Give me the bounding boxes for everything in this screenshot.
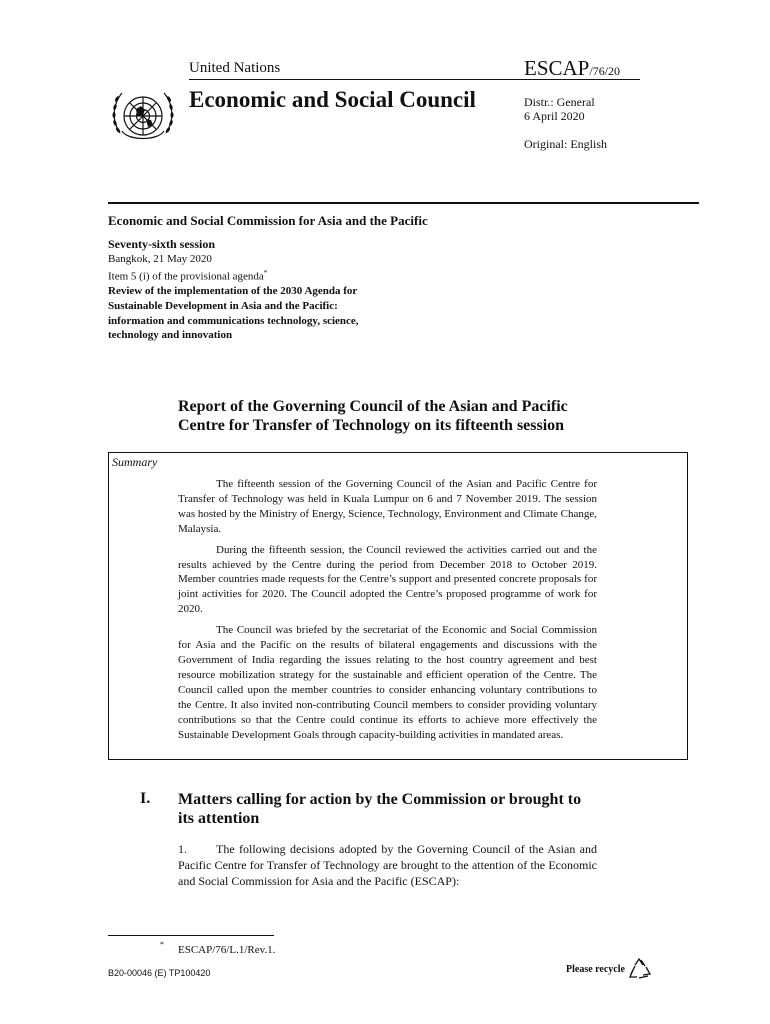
paragraph-number: 1. xyxy=(178,842,187,856)
paragraph-1 xyxy=(178,842,597,889)
recycle-label: Please recycle xyxy=(566,964,625,975)
document-date: 6 April 2020 xyxy=(524,109,585,123)
original-language: Original: English xyxy=(524,137,607,151)
session-title: Seventy-sixth session xyxy=(108,237,216,251)
document-symbol: ESCAP/76/20 xyxy=(524,56,621,80)
distribution-block xyxy=(524,95,595,123)
recycle-icon xyxy=(626,957,654,981)
organization-name: United Nations xyxy=(189,60,281,76)
summary-text xyxy=(178,477,597,748)
summary-paragraph: During the fifteenth session, the Council reviewed the activities carried out and the results achieved by the Centre during the period from December 2018 to October 2019. Member countries made requests for the Centre’s support and presented concrete proposals for joint activities for 2020. The Council adopted the Centre’s proposed programme of work for 2020. xyxy=(178,543,597,616)
session-info xyxy=(108,237,408,343)
distribution: Distr.: General xyxy=(524,95,595,109)
section-divider xyxy=(108,202,699,204)
agenda-title-line: Review of the implementation of the 2030 Agenda for xyxy=(108,285,358,298)
section-number: I. xyxy=(140,790,151,807)
section-title xyxy=(178,790,608,828)
agenda-item: Item 5 (i) of the provisional agenda* xyxy=(108,269,268,283)
agenda-title-line: information and communications technology, science, xyxy=(108,314,359,327)
council-title: Economic and Social Council xyxy=(189,87,476,112)
paragraph-text: The following decisions adopted by the Governing Council of the Asian and Pacific Centre for Transfer of Technology are brought to the attention of the Economic and Social Commission for Asia and the Pacific (ESCAP): xyxy=(178,842,597,888)
footnote-rule xyxy=(108,935,274,936)
summary-paragraph: The fifteenth session of the Governing Council of the Asian and Pacific Centre for Transfer of Technology was held in Kuala Lumpur on 6 and 7 November 2019. The session was hosted by the Ministry of Energy, Science, Technology, Environment and Climate Change, Malaysia. xyxy=(178,478,597,535)
commission-name: Economic and Social Commission for Asia and the Pacific xyxy=(108,213,428,228)
section-title-line: Matters calling for action by the Commission or brought to xyxy=(178,791,582,808)
place-date: Bangkok, 21 May 2020 xyxy=(108,252,212,265)
agenda-title-line: Sustainable Development in Asia and the Pacific: xyxy=(108,300,338,313)
agenda-title-line: technology and innovation xyxy=(108,329,233,342)
footnote-marker: * xyxy=(160,940,164,949)
report-title-line: Centre for Transfer of Technology on its fifteenth session xyxy=(178,417,565,434)
summary-label: Summary xyxy=(112,455,158,469)
job-number: B20-00046 (E) TP100420 xyxy=(108,968,211,978)
footnote-text: ESCAP/76/L.1/Rev.1. xyxy=(178,944,276,956)
report-title xyxy=(178,397,608,435)
un-emblem-icon xyxy=(108,83,178,153)
summary-paragraph: The Council was briefed by the secretariat of the Economic and Social Commission for Asia and the Pacific on the results of bilateral engagements and discussions with the Government of India regarding the issues relating to the host country agreement and best resource mobilization strategy for the sustainable and efficient operation of the Centre. The Council called upon the member countries to consider enhancing voluntary contributions to the Centre. It also invited non-contributing Council members to consider providing voluntary contributions so that the Centre could continue its efforts to achieve more effectively the Sustainable Development Goals through capacity-building activities in mandated areas. xyxy=(178,624,597,741)
section-title-line: its attention xyxy=(178,810,260,827)
report-title-line: Report of the Governing Council of the Asian and Pacific xyxy=(178,398,568,415)
